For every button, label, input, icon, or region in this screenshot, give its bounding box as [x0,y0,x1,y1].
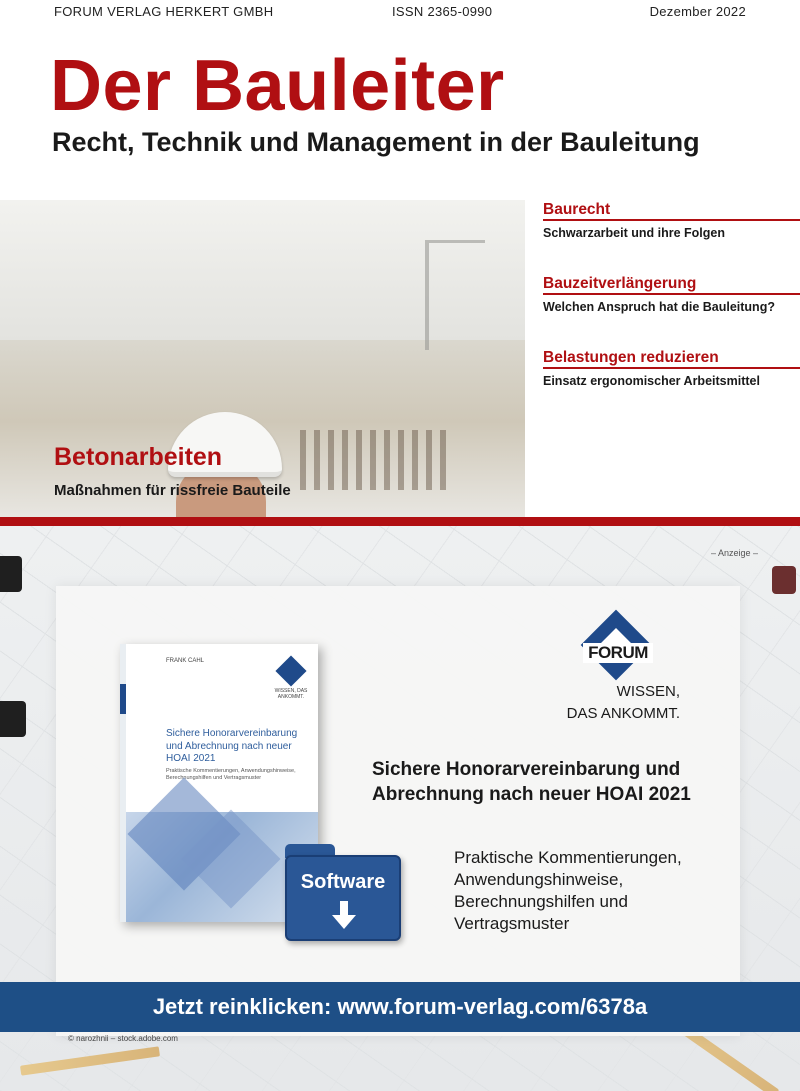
cover-story-subtitle: Maßnahmen für rissfreie Bauteile [54,482,291,499]
toc-item-belastungen[interactable] [543,348,800,422]
magazine-title: Der Bauleiter [50,46,505,126]
ad-feature-list [454,847,734,935]
ad-headline-line: Sichere Honorarvereinbarung und [372,759,681,780]
advertisement[interactable] [0,526,800,1091]
ad-headline [372,758,722,807]
toc-heading: Bauzeitverlängerung [543,274,800,295]
section-divider [0,517,800,526]
toc-item-bauzeitverlaengerung[interactable] [543,274,800,348]
book-spine-tag [120,684,126,714]
table-of-contents [543,200,800,422]
top-line [54,4,746,20]
toc-heading: Baurecht [543,200,800,221]
software-badge[interactable] [285,855,401,941]
cover-story-title[interactable]: Betonarbeiten [54,443,223,471]
ad-feature: Vertragsmuster [454,914,570,933]
book-title: Sichere Honorarvereinbarung und Abrechnung nach neuer HOAI 2021 [166,728,298,764]
binder-clip-icon [0,701,26,737]
toc-text: Einsatz ergonomischer Arbeitsmittel [543,374,760,388]
download-arrow-icon [332,915,356,929]
issn: ISSN 2365-0990 [392,4,493,19]
ad-feature: Anwendungshinweise, [454,870,624,889]
forum-logo-text: FORUM [583,643,653,663]
toc-text: Welchen Anspruch hat die Bauleitung? [543,300,775,314]
cta-banner[interactable] [0,982,800,1032]
book-author: FRANK CAHL [166,658,205,664]
cta-link[interactable]: Jetzt reinklicken: www.forum-verlag.com/6378a [152,994,648,1019]
toc-item-baurecht[interactable] [543,200,800,274]
photo-credit: © narozhnii – stock.adobe.com [68,1034,178,1043]
forum-logo-icon [275,655,306,686]
software-label: Software [300,871,386,893]
pencil-icon [20,1046,160,1075]
ad-feature: Berechnungshilfen und [454,892,628,911]
toc-heading: Belastungen reduzieren [543,348,800,369]
ad-label: – Anzeige – [710,548,758,558]
book-subtitle: Praktische Kommentierungen, Anwendungshinweise, Berechnungshilfen und Vertragsmuster [166,768,296,782]
issue-date: Dezember 2022 [649,4,746,19]
toc-text: Schwarzarbeit und ihre Folgen [543,226,725,240]
binder-clip-icon [0,556,22,592]
logo-tagline: WISSEN, [616,683,680,700]
ad-feature: Praktische Kommentierungen, [454,848,682,867]
photo-construction-piles [300,430,450,490]
publisher-name: FORUM VERLAG HERKERT GMBH [54,4,274,19]
ad-headline-line: Abrechnung nach neuer HOAI 2021 [372,783,691,805]
book-logo-text: WISSEN, DAS ANKOMMT. [274,688,308,700]
magazine-subtitle: Recht, Technik und Management in der Bauleitung [52,127,700,157]
logo-tagline: DAS ANKOMMT. [566,705,680,722]
pin-icon [772,566,796,594]
photo-crane [425,240,485,350]
